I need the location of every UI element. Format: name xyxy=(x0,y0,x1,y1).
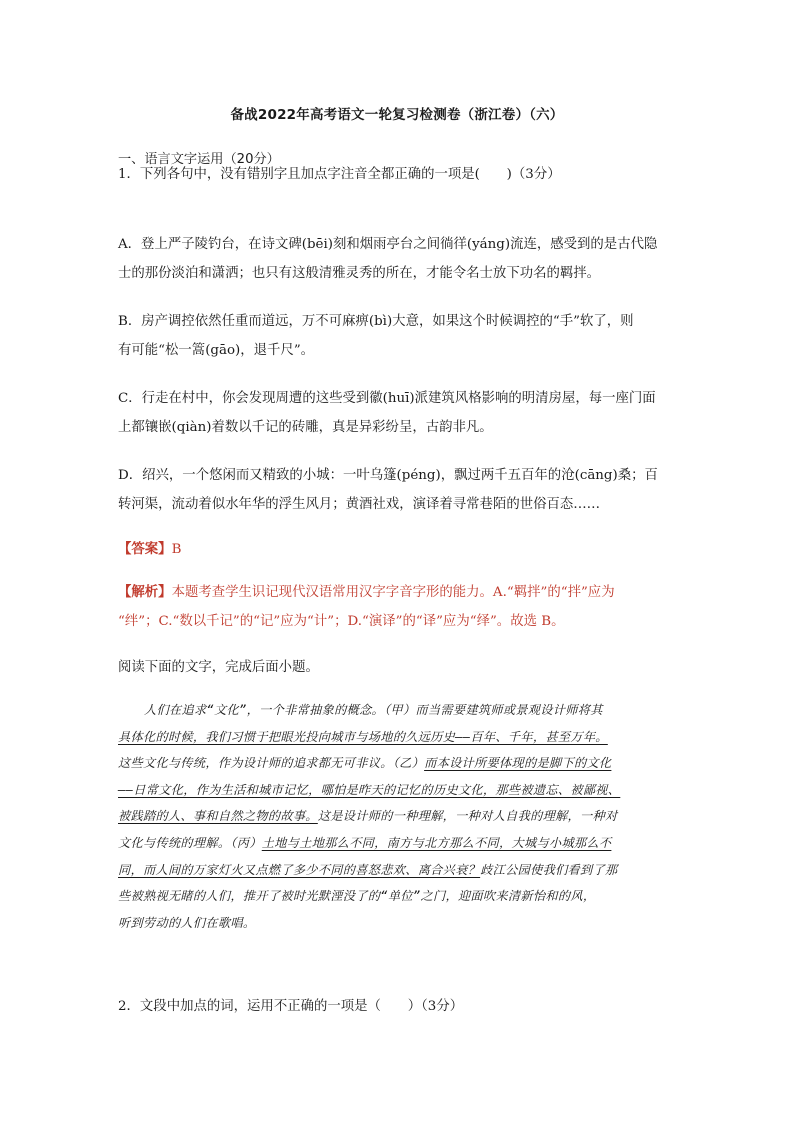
question-1-option-a xyxy=(118,230,678,288)
passage-line-5b: 这是设计师的一种理解，一种对人自我的理解，一种对 xyxy=(317,809,618,824)
option-a-line-2: 士的那份淡泊和潇洒；也只有这般清雅灵秀的所在，才能令名士放下功名的羁拌。 xyxy=(118,266,601,281)
passage-line-1: 人们在追求“文化”，一个非常抽象的概念。（甲）而当需要建筑师或景观设计师将其 xyxy=(144,703,603,717)
question-1-stem xyxy=(118,160,678,189)
passage-line-4: ——日常文化，作为生活和城市记忆，哪怕是昨天的记忆的历史文化，那些被遗忘、被鄙视、 xyxy=(118,782,621,797)
passage-line-3b: 而本设计所要体现的是脚下的文化 xyxy=(424,756,612,771)
passage-line-7b: 歧江公园使我们看到了那 xyxy=(480,862,618,877)
answer-line xyxy=(118,535,678,564)
answer-label: 【答案】 xyxy=(118,541,172,557)
option-c-line-2: 上都镶嵌(qiàn)着数以千记的砖雕，真是异彩纷呈，古韵非凡。 xyxy=(118,420,493,435)
option-b-line-2: 有可能“松一篙(gāo)，退千尺”。 xyxy=(118,343,315,358)
passage-line-9: 听到劳动的人们在歌唱。 xyxy=(118,915,256,930)
option-d-line-1: D．绍兴，一个悠闲而又精致的小城：一叶乌篷(péng)，飘过两千五百年的沧(cāng)桑；百 xyxy=(118,468,658,483)
question-1-option-b xyxy=(118,307,678,365)
reading-passage xyxy=(118,697,678,936)
analysis-line-2: “绊”；C.“数以千记”的“记”应为“计”；D.“演译”的“译”应为“绎”。故选 B。 xyxy=(118,614,565,629)
passage-line-8: 些被熟视无睹的人们，推开了被时光默湮没了的“单位”之门，迎面吹来清新怡和的风， xyxy=(118,889,596,904)
option-a-line-1: A．登上严子陵钓台，在诗文碑(bēi)刻和烟雨亭台之间徜徉(yáng)流连，感受到的是古代隐 xyxy=(118,237,658,252)
answer-value: B xyxy=(171,542,182,557)
passage-line-2: 具体化的时候，我们习惯于把眼光投向城市与场地的久远历史——百年、千年，甚至万年。 xyxy=(118,729,608,744)
passage-line-3a: 这些文化与传统，作为设计师的追求都无可非议。（乙） xyxy=(118,756,425,771)
passage-line-6b: 土地与土地那么不同，南方与北方那么不同，大城与小城那么不 xyxy=(261,835,612,850)
question-1-option-c xyxy=(118,384,678,442)
option-b-line-1: B．房产调控依然任重而道远，万不可麻痹(bì)大意，如果这个时候调控的“手”软了，则 xyxy=(118,314,634,329)
analysis-label: 【解析】 xyxy=(118,584,172,600)
question-1-text: 1．下列各句中，没有错别字且加点字注音全都正确的一项是( )（3分） xyxy=(118,167,561,182)
question-1-option-d xyxy=(118,461,678,519)
section-heading: 一、语言文字运用（20分） xyxy=(118,152,280,167)
option-c-line-1: C．行走在村中，你会发现周遭的这些受到徽(huī)派建筑风格影响的明清房屋，每一座门面 xyxy=(118,391,656,406)
reading-prompt: 阅读下面的文字，完成后面小题。 xyxy=(118,660,319,675)
analysis-line-1: 本题考查学生识记现代汉语常用汉字字音字形的能力。A.“羁拌”的“拌”应为 xyxy=(171,585,615,600)
passage-line-7a: 同，而人间的万家灯火又点燃了多少不同的喜怒悲欢、离合兴衰？ xyxy=(118,862,481,877)
page-title: 备战2022年高考语文一轮复习检测卷（浙江卷）（六） xyxy=(230,107,564,123)
analysis-block xyxy=(118,578,678,636)
question-2-stem: 2．文段中加点的词，运用不正确的一项是（ ）（3分） xyxy=(118,999,464,1014)
option-d-line-2: 转河渠，流动着似水年华的浮生风月；黄酒社戏，演译着寻常巷陌的世俗百态…… xyxy=(118,497,601,512)
passage-line-5a: 被践踏的人、事和自然之物的故事。 xyxy=(118,809,318,824)
passage-line-6a: 文化与传统的理解。（丙） xyxy=(118,835,262,850)
